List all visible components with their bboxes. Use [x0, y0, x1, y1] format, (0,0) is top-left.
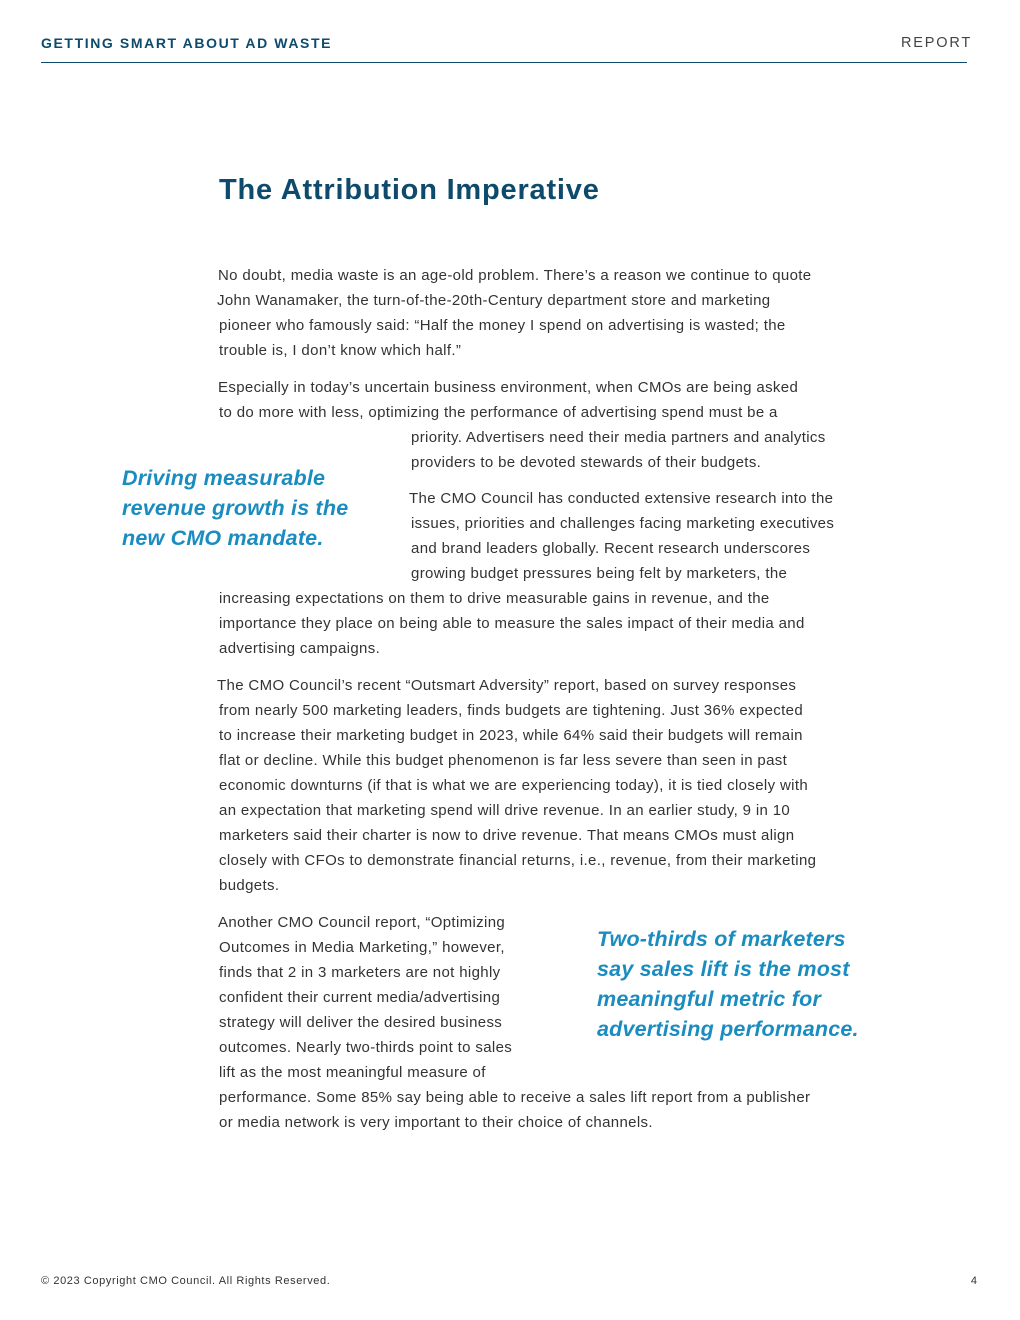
body-line: to do more with less, optimizing the performance of advertising spend must be a: [219, 404, 778, 421]
body-line: marketers said their charter is now to drive revenue. That means CMOs must align: [219, 827, 795, 844]
body-line: The CMO Council has conducted extensive research into the: [409, 490, 834, 507]
body-line: or media network is very important to their choice of channels.: [219, 1114, 653, 1131]
body-line: to increase their marketing budget in 2023, while 64% said their budgets will remain: [219, 727, 803, 744]
body-line: economic downturns (if that is what we are experiencing today), it is tied closely with: [219, 777, 809, 794]
pull-quote-2: [597, 924, 859, 1044]
pull-quote-1: [122, 463, 348, 553]
pull-quote-line: Two-thirds of marketers: [597, 927, 846, 951]
pull-quote-line: Driving measurable: [122, 466, 326, 490]
body-line: confident their current media/advertising: [219, 989, 501, 1006]
body-line: priority. Advertisers need their media partners and analytics: [411, 429, 826, 446]
body-line: strategy will deliver the desired business: [219, 1014, 503, 1031]
pull-quote-line: new CMO mandate.: [122, 526, 324, 550]
body-line: trouble is, I don’t know which half.”: [219, 342, 462, 359]
pull-quote-line: meaningful metric for: [597, 987, 822, 1011]
body-line: performance. Some 85% say being able to receive a sales lift report from a publisher: [219, 1089, 811, 1106]
report-label: REPORT: [901, 35, 972, 51]
copyright: © 2023 Copyright CMO Council. All Rights Reserved.: [41, 1275, 331, 1287]
header-divider: [41, 62, 967, 63]
body-line: advertising campaigns.: [219, 640, 381, 657]
pull-quote-line: revenue growth is the: [122, 496, 349, 520]
page-number: 4: [970, 1275, 977, 1287]
body-line: issues, priorities and challenges facing marketing executives: [411, 515, 835, 532]
body-line: increasing expectations on them to drive measurable gains in revenue, and the: [219, 590, 770, 607]
section-heading: The Attribution Imperative: [219, 174, 600, 206]
body-line: an expectation that marketing spend will drive revenue. In an earlier study, 9 in 10: [219, 802, 791, 819]
body-line: John Wanamaker, the turn-of-the-20th-Century department store and marketing: [217, 292, 771, 309]
report-title: GETTING SMART ABOUT AD WASTE: [41, 35, 333, 51]
body-line: and brand leaders globally. Recent research underscores: [411, 540, 811, 557]
body-line: providers to be devoted stewards of their budgets.: [411, 454, 762, 471]
body-line: growing budget pressures being felt by marketers, the: [411, 565, 788, 582]
body-line: The CMO Council’s recent “Outsmart Adversity” report, based on survey responses: [217, 677, 797, 694]
body-line: finds that 2 in 3 marketers are not highly: [219, 964, 501, 981]
body-line: Outcomes in Media Marketing,” however,: [219, 939, 505, 956]
body-line: outcomes. Nearly two-thirds point to sales: [219, 1039, 513, 1056]
body-line: closely with CFOs to demonstrate financial returns, i.e., revenue, from their marketing: [219, 852, 817, 869]
pull-quote-line: advertising performance.: [597, 1017, 859, 1041]
body-line: from nearly 500 marketing leaders, finds budgets are tightening. Just 36% expected: [219, 702, 804, 719]
body-line: budgets.: [219, 877, 280, 894]
body-line: lift as the most meaningful measure of: [219, 1064, 486, 1081]
body-line: importance they place on being able to measure the sales impact of their media and: [219, 615, 805, 632]
body-line: flat or decline. While this budget phenomenon is far less severe than seen in past: [219, 752, 788, 769]
body-line: Especially in today’s uncertain business environment, when CMOs are being asked: [218, 379, 799, 396]
body-line: pioneer who famously said: “Half the money I spend on advertising is wasted; the: [219, 317, 786, 334]
body-line: Another CMO Council report, “Optimizing: [218, 914, 506, 931]
pull-quote-line: say sales lift is the most: [597, 957, 850, 981]
body-line: No doubt, media waste is an age-old problem. There’s a reason we continue to quote: [218, 267, 812, 284]
